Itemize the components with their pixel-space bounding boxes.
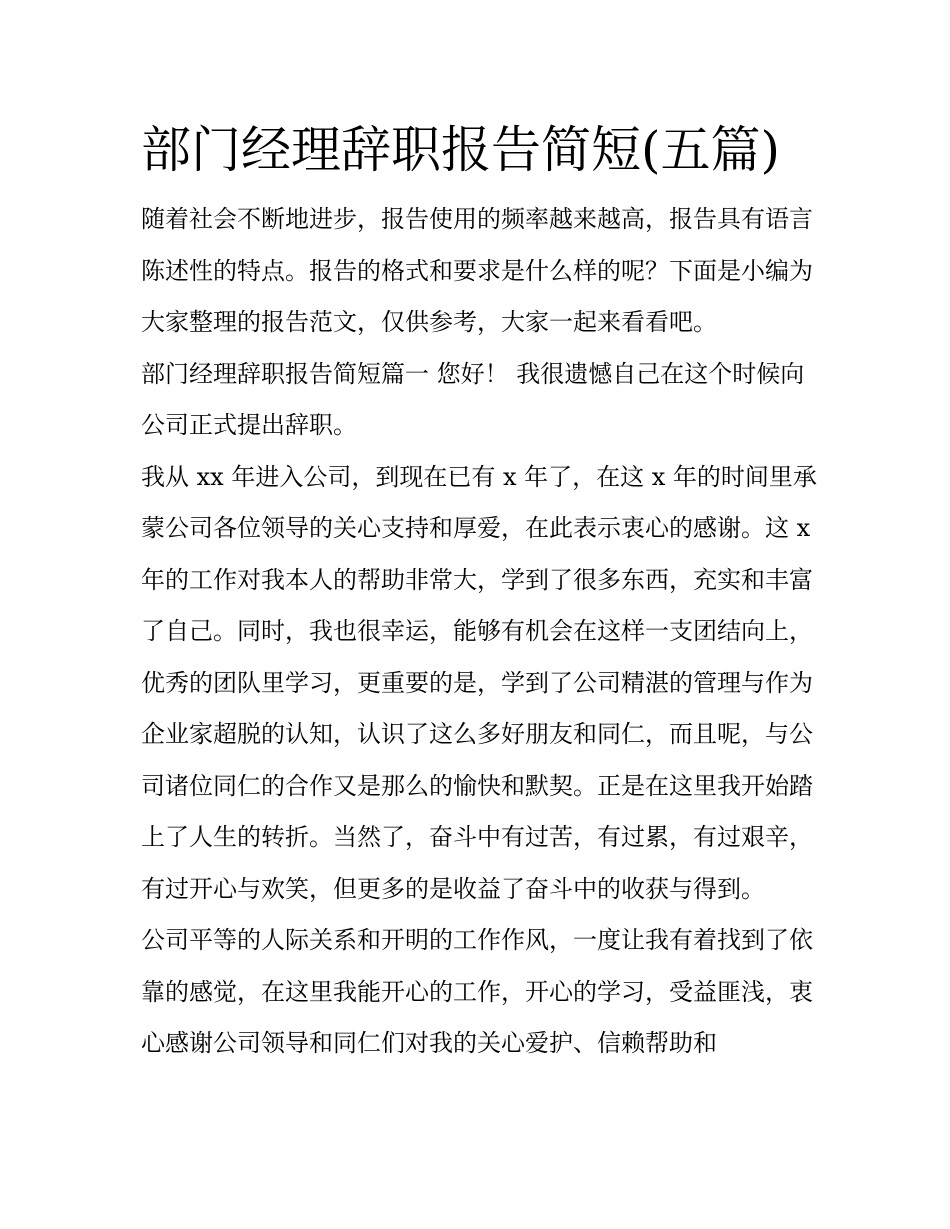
intro-paragraph: 随着社会不断地进步，报告使用的频率越来越高，报告具有语言陈述性的特点。报告的格式和要求是什么样的呢？下面是小编为大家整理的报告范文，仅供参考，大家一起来看看吧。 xyxy=(141,205,813,336)
section-one-opening-paragraph: 部门经理辞职报告简短篇一 您好！ 我很遗憾自己在这个时候向公司正式提出辞职。 xyxy=(141,359,805,439)
body-paragraph: 公司平等的人际关系和开明的工作作风，一度让我有着找到了依靠的感觉，在这里我能开心的工作，开心的学习，受益匪浅，衷心感谢公司领导和同仁们对我的关心爱护、信赖帮助和 xyxy=(141,926,813,1057)
document-body xyxy=(141,194,821,1070)
document-title: 部门经理辞职报告简短(五篇) xyxy=(141,121,781,179)
body-paragraph: 我从 xx 年进入公司，到现在已有 x 年了，在这 x 年的时间里承蒙公司各位领导的关心支持和厚爱，在此表示衷心的感谢。这 x 年的工作对我本人的帮助非常大，学到了很多东西，充实和丰富了自己。同时，我也很幸运，能够有机会在这样一支团结向上，优秀的团队里学习，更重要的是，学到了公司精湛的管理与作为企业家超脱的认知，认识了这么多好朋友和同仁，而且呢，与公司诸位同仁的合作又是那么的愉快和默契。正是在这里我开始踏上了人生的转折。当然了，奋斗中有过苦，有过累，有过艰辛，有过开心与欢笑，但更多的是收益了奋斗中的收获与得到。 xyxy=(141,462,817,903)
document-content xyxy=(141,110,821,1070)
